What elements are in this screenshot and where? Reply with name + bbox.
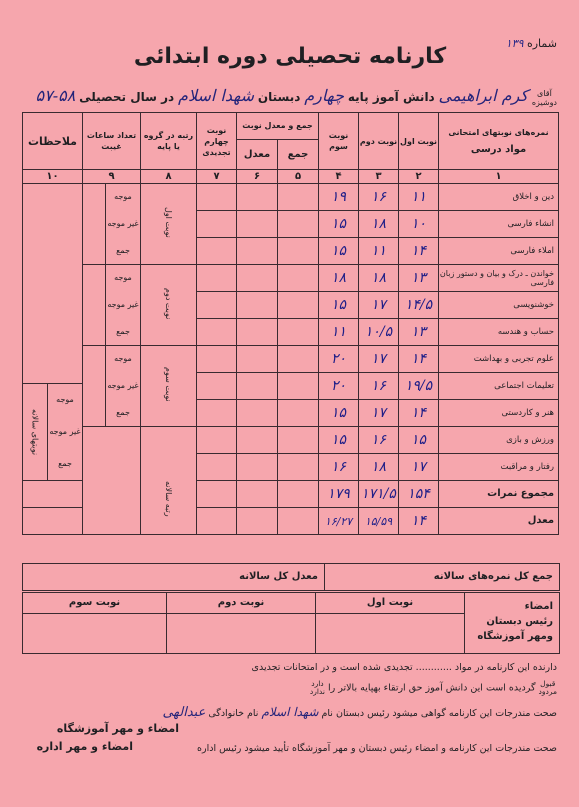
average-term2: ۱۵/۵۹ [359, 508, 399, 535]
principal-certify-text: صحت مندرجات این کارنامه گواهی میشود رئیس دبستان [335, 708, 557, 719]
header-term1: نوبت اول [399, 113, 439, 170]
header-sum-avg [237, 113, 319, 170]
term4-cell [197, 400, 237, 427]
notes-cell [23, 481, 83, 508]
col-number: ۵ [278, 170, 319, 184]
student-label: دانش آموز پایه [347, 90, 435, 104]
avg-cell [237, 400, 278, 427]
footer-line-2 [310, 680, 557, 696]
subject-name: تعلیمات اجتماعی [439, 373, 559, 400]
header-rank: رتبه در گروه یا پایه [141, 113, 197, 170]
avg-cell [237, 265, 278, 292]
header-term2: نوبت دوم [359, 113, 399, 170]
col-number: ۳ [359, 170, 399, 184]
subject-name: رفتار و مراقبت [439, 454, 559, 481]
sum-cell [278, 427, 319, 454]
term4-cell [197, 184, 237, 211]
avg-cell [237, 319, 278, 346]
rank-cell [141, 265, 197, 346]
absence-unexcused: غیر موجه [107, 218, 139, 228]
term4-cell [197, 427, 237, 454]
col-number: ۹ [83, 170, 141, 184]
grade-term2: ۱۶ [359, 373, 399, 400]
grade-term1: ۱۴ [399, 400, 439, 427]
sum-cell [278, 346, 319, 373]
subject-name: علوم تجربی و بهداشت [439, 346, 559, 373]
signature-table [22, 592, 560, 654]
annual-average-label: معدل کل سالانه [239, 571, 318, 582]
grade-term2: ۱۷ [359, 346, 399, 373]
col-number: ۴ [319, 170, 359, 184]
student-name: کرم ابراهیمی [438, 86, 529, 105]
grade-term1: ۱۹/۵ [399, 373, 439, 400]
grade-term3: ۱۵ [319, 211, 359, 238]
term4-cell [197, 508, 237, 535]
term2-label: نوبت دوم [167, 593, 315, 614]
header-subject-sub: مواد درسی [470, 144, 527, 155]
sum-cell [278, 481, 319, 508]
grade-term2: ۱۷ [359, 292, 399, 319]
absence-cell [83, 265, 141, 346]
avg-cell [237, 184, 278, 211]
avg-cell [237, 481, 278, 508]
footer-line-1: دارنده این کارنامه در مواد ............ تجدیدی شده است و در امتحانات تجدیدی [251, 662, 557, 673]
serial-value: ۱۳۹ [505, 37, 524, 50]
column-number-row [23, 170, 559, 184]
grade-term3: ۲۰ [319, 346, 359, 373]
sum-cell [278, 454, 319, 481]
mr-sub-label: دوشیزه [531, 97, 557, 107]
avg-cell [237, 454, 278, 481]
avg-cell [237, 292, 278, 319]
grade-term1: ۱۰ [399, 211, 439, 238]
term4-cell [197, 265, 237, 292]
serial-number [506, 37, 557, 50]
sum-cell [278, 184, 319, 211]
grade-term2: ۱۸ [359, 454, 399, 481]
col-number: ۸ [141, 170, 197, 184]
average-label: معدل [439, 508, 559, 535]
school-name: شهدا اسلام [178, 86, 255, 105]
subject-name: هنر و کاردستی [439, 400, 559, 427]
subject-name: خواندن ـ درک و بیان و دستور زبان فارسی [439, 265, 559, 292]
grade-term1: ۱۴ [399, 238, 439, 265]
header-subject-label: نمره‌های نوبتهای امتحانی [448, 128, 549, 137]
serial-label: شماره [526, 37, 557, 50]
table-row [23, 427, 559, 454]
header-term4: نوبت چهارم تجدیدی [197, 113, 237, 170]
grade-term3: ۱۱ [319, 319, 359, 346]
term1-label: نوبت اول [316, 593, 464, 614]
header-avg: معدل [243, 149, 271, 160]
grade-term3: ۱۵ [319, 238, 359, 265]
term4-cell [197, 319, 237, 346]
header-term3: نوبت سوم [319, 113, 359, 170]
footer-line-4: امضاء و مهر آموزشگاه [56, 722, 179, 735]
family-name-label: نام خانوادگی [208, 708, 259, 719]
term4-cell [197, 454, 237, 481]
col-number: ۱۰ [23, 170, 83, 184]
grades-table [22, 112, 559, 535]
name-label: نام [321, 708, 333, 719]
absence-total: جمع [116, 407, 130, 417]
average-term3: ۱۶/۲۷ [319, 508, 359, 535]
average-term1: ۱۴ [399, 508, 439, 535]
absence-unexcused: غیر موجه [107, 299, 139, 309]
sum-cell [278, 400, 319, 427]
absence-unexcused: غیر موجه [107, 380, 139, 390]
has-not-label: ندارد [309, 687, 325, 696]
absence-excused: موجه [114, 354, 132, 364]
avg-cell [237, 427, 278, 454]
header-sum-avg-label: جمع و معدل نوبت [237, 113, 318, 140]
student-info-line [17, 86, 557, 107]
year-label: در سال تحصیلی [79, 90, 175, 104]
rank-group-label: نوبت سوم [164, 367, 173, 402]
grade-term2: ۱۶ [359, 184, 399, 211]
subject-name: ورزش و بازی [439, 427, 559, 454]
term4-cell [197, 292, 237, 319]
footer-line-5: صحت مندرجات این کارنامه و امضاء رئیس دبستان و مهر آموزشگاه تأیید میشود رئیس اداره [197, 743, 557, 754]
term4-cell [197, 373, 237, 400]
annual-absence-unexcused: غیر موجه [49, 427, 81, 436]
rank-cell [141, 346, 197, 427]
has-label: دارد [311, 679, 324, 688]
footer-line-3 [162, 705, 557, 720]
term3-signature [23, 593, 166, 653]
pass-label: قبول [540, 679, 556, 688]
grade-term1: ۱۳ [399, 319, 439, 346]
notes-cell [23, 508, 83, 535]
absence-cell [83, 346, 141, 427]
absence-cell-empty [83, 427, 141, 535]
term3-label: نوبت سوم [23, 593, 166, 614]
mr-label: آقای [537, 88, 552, 98]
col-number: ۷ [197, 170, 237, 184]
total-term3: ۱۷۹ [319, 481, 359, 508]
grade-term2: ۱۸ [359, 211, 399, 238]
table-row [23, 346, 559, 373]
notes-cell [23, 184, 83, 481]
col-number: ۶ [237, 170, 278, 184]
total-label: مجموع نمرات [439, 481, 559, 508]
grade-term1: ۱۳ [399, 265, 439, 292]
page-title: کارنامه تحصیلی دوره ابتدائی [133, 44, 447, 69]
rank-group-label: نوبت دوم [164, 287, 173, 320]
grade-term3: ۱۵ [319, 427, 359, 454]
grade-term2: ۱۰/۵ [359, 319, 399, 346]
absence-excused: موجه [114, 192, 132, 202]
rank-cell [141, 427, 197, 535]
header-absence: تعداد ساعات غیبت [83, 113, 141, 170]
grade-level: چهارم [304, 86, 345, 105]
term4-cell [197, 481, 237, 508]
subject-name: خوشنویسی [439, 292, 559, 319]
subject-name: املاء فارسی [439, 238, 559, 265]
term4-cell [197, 238, 237, 265]
principal-label: رئیس دبستان [486, 616, 553, 627]
sign-label: امضاء [524, 601, 553, 612]
fail-label: مردود [538, 687, 557, 696]
term2-signature [166, 593, 315, 653]
grade-term3: ۱۸ [319, 265, 359, 292]
grade-term3: ۱۹ [319, 184, 359, 211]
principal-name: شهدا اسلام [261, 705, 319, 719]
footer-line-6: امضاء و مهر اداره [36, 740, 133, 753]
header-subject [439, 113, 559, 170]
avg-cell [237, 238, 278, 265]
grade-term1: ۱۱ [399, 184, 439, 211]
seal-label: ومهر آموزشگاه [477, 631, 553, 642]
absence-cell [83, 184, 141, 265]
absence-total: جمع [116, 245, 130, 255]
grade-term3: ۱۶ [319, 454, 359, 481]
grade-term3: ۱۵ [319, 292, 359, 319]
header-notes: ملاحظات [23, 113, 83, 170]
col-number: ۱ [439, 170, 559, 184]
sum-cell [278, 508, 319, 535]
avg-cell [237, 346, 278, 373]
grade-term1: ۱۴/۵ [399, 292, 439, 319]
sum-cell [278, 238, 319, 265]
table-row [23, 265, 559, 292]
sum-cell [278, 373, 319, 400]
annual-absence-excused: موجه [56, 395, 74, 404]
grade-term2: ۱۷ [359, 400, 399, 427]
sum-cell [278, 265, 319, 292]
avg-cell [237, 373, 278, 400]
table-header-row [23, 113, 559, 170]
grade-term1: ۱۷ [399, 454, 439, 481]
rank-cell [141, 184, 197, 265]
term4-cell [197, 211, 237, 238]
annual-absence-label: نوبتهای سالانه [30, 408, 40, 456]
term4-cell [197, 346, 237, 373]
sum-cell [278, 292, 319, 319]
school-label: دبستان [257, 90, 301, 104]
grade-term2: ۱۱ [359, 238, 399, 265]
annual-totals [22, 563, 560, 591]
absence-total: جمع [116, 326, 130, 336]
table-row [23, 184, 559, 211]
grade-term2: ۱۶ [359, 427, 399, 454]
avg-cell [237, 508, 278, 535]
promotion-text: گردیده است این دانش آموز حق ارتقاء بهپایه بالاتر را [328, 682, 536, 694]
header-sum: جمع [277, 140, 318, 169]
principal-family-name: عبدالهی [162, 705, 206, 720]
rank-group-label: نوبت اول [164, 207, 173, 238]
col-number: ۲ [399, 170, 439, 184]
subject-name: حساب و هندسه [439, 319, 559, 346]
term1-signature [315, 593, 464, 653]
subject-name: دین و اخلاق [439, 184, 559, 211]
sum-cell [278, 211, 319, 238]
sum-cell [278, 319, 319, 346]
grade-term1: ۱۵ [399, 427, 439, 454]
signature-labels [464, 593, 559, 653]
rank-group-label: رتبه سالانه [164, 481, 173, 517]
annual-total-label: جمع کل نمره‌های سالانه [324, 564, 559, 590]
grade-term1: ۱۴ [399, 346, 439, 373]
grade-term2: ۱۸ [359, 265, 399, 292]
avg-cell [237, 211, 278, 238]
mr-label-block [532, 89, 557, 107]
total-term1: ۱۵۴ [399, 481, 439, 508]
school-year: ۵۸-۵۷ [35, 86, 76, 105]
grade-term3: ۱۵ [319, 400, 359, 427]
annual-absence-total: جمع [58, 459, 72, 468]
absence-excused: موجه [114, 273, 132, 283]
total-term2: ۱۷۱/۵ [359, 481, 399, 508]
grade-term3: ۲۰ [319, 373, 359, 400]
subject-name: انشاء فارسی [439, 211, 559, 238]
